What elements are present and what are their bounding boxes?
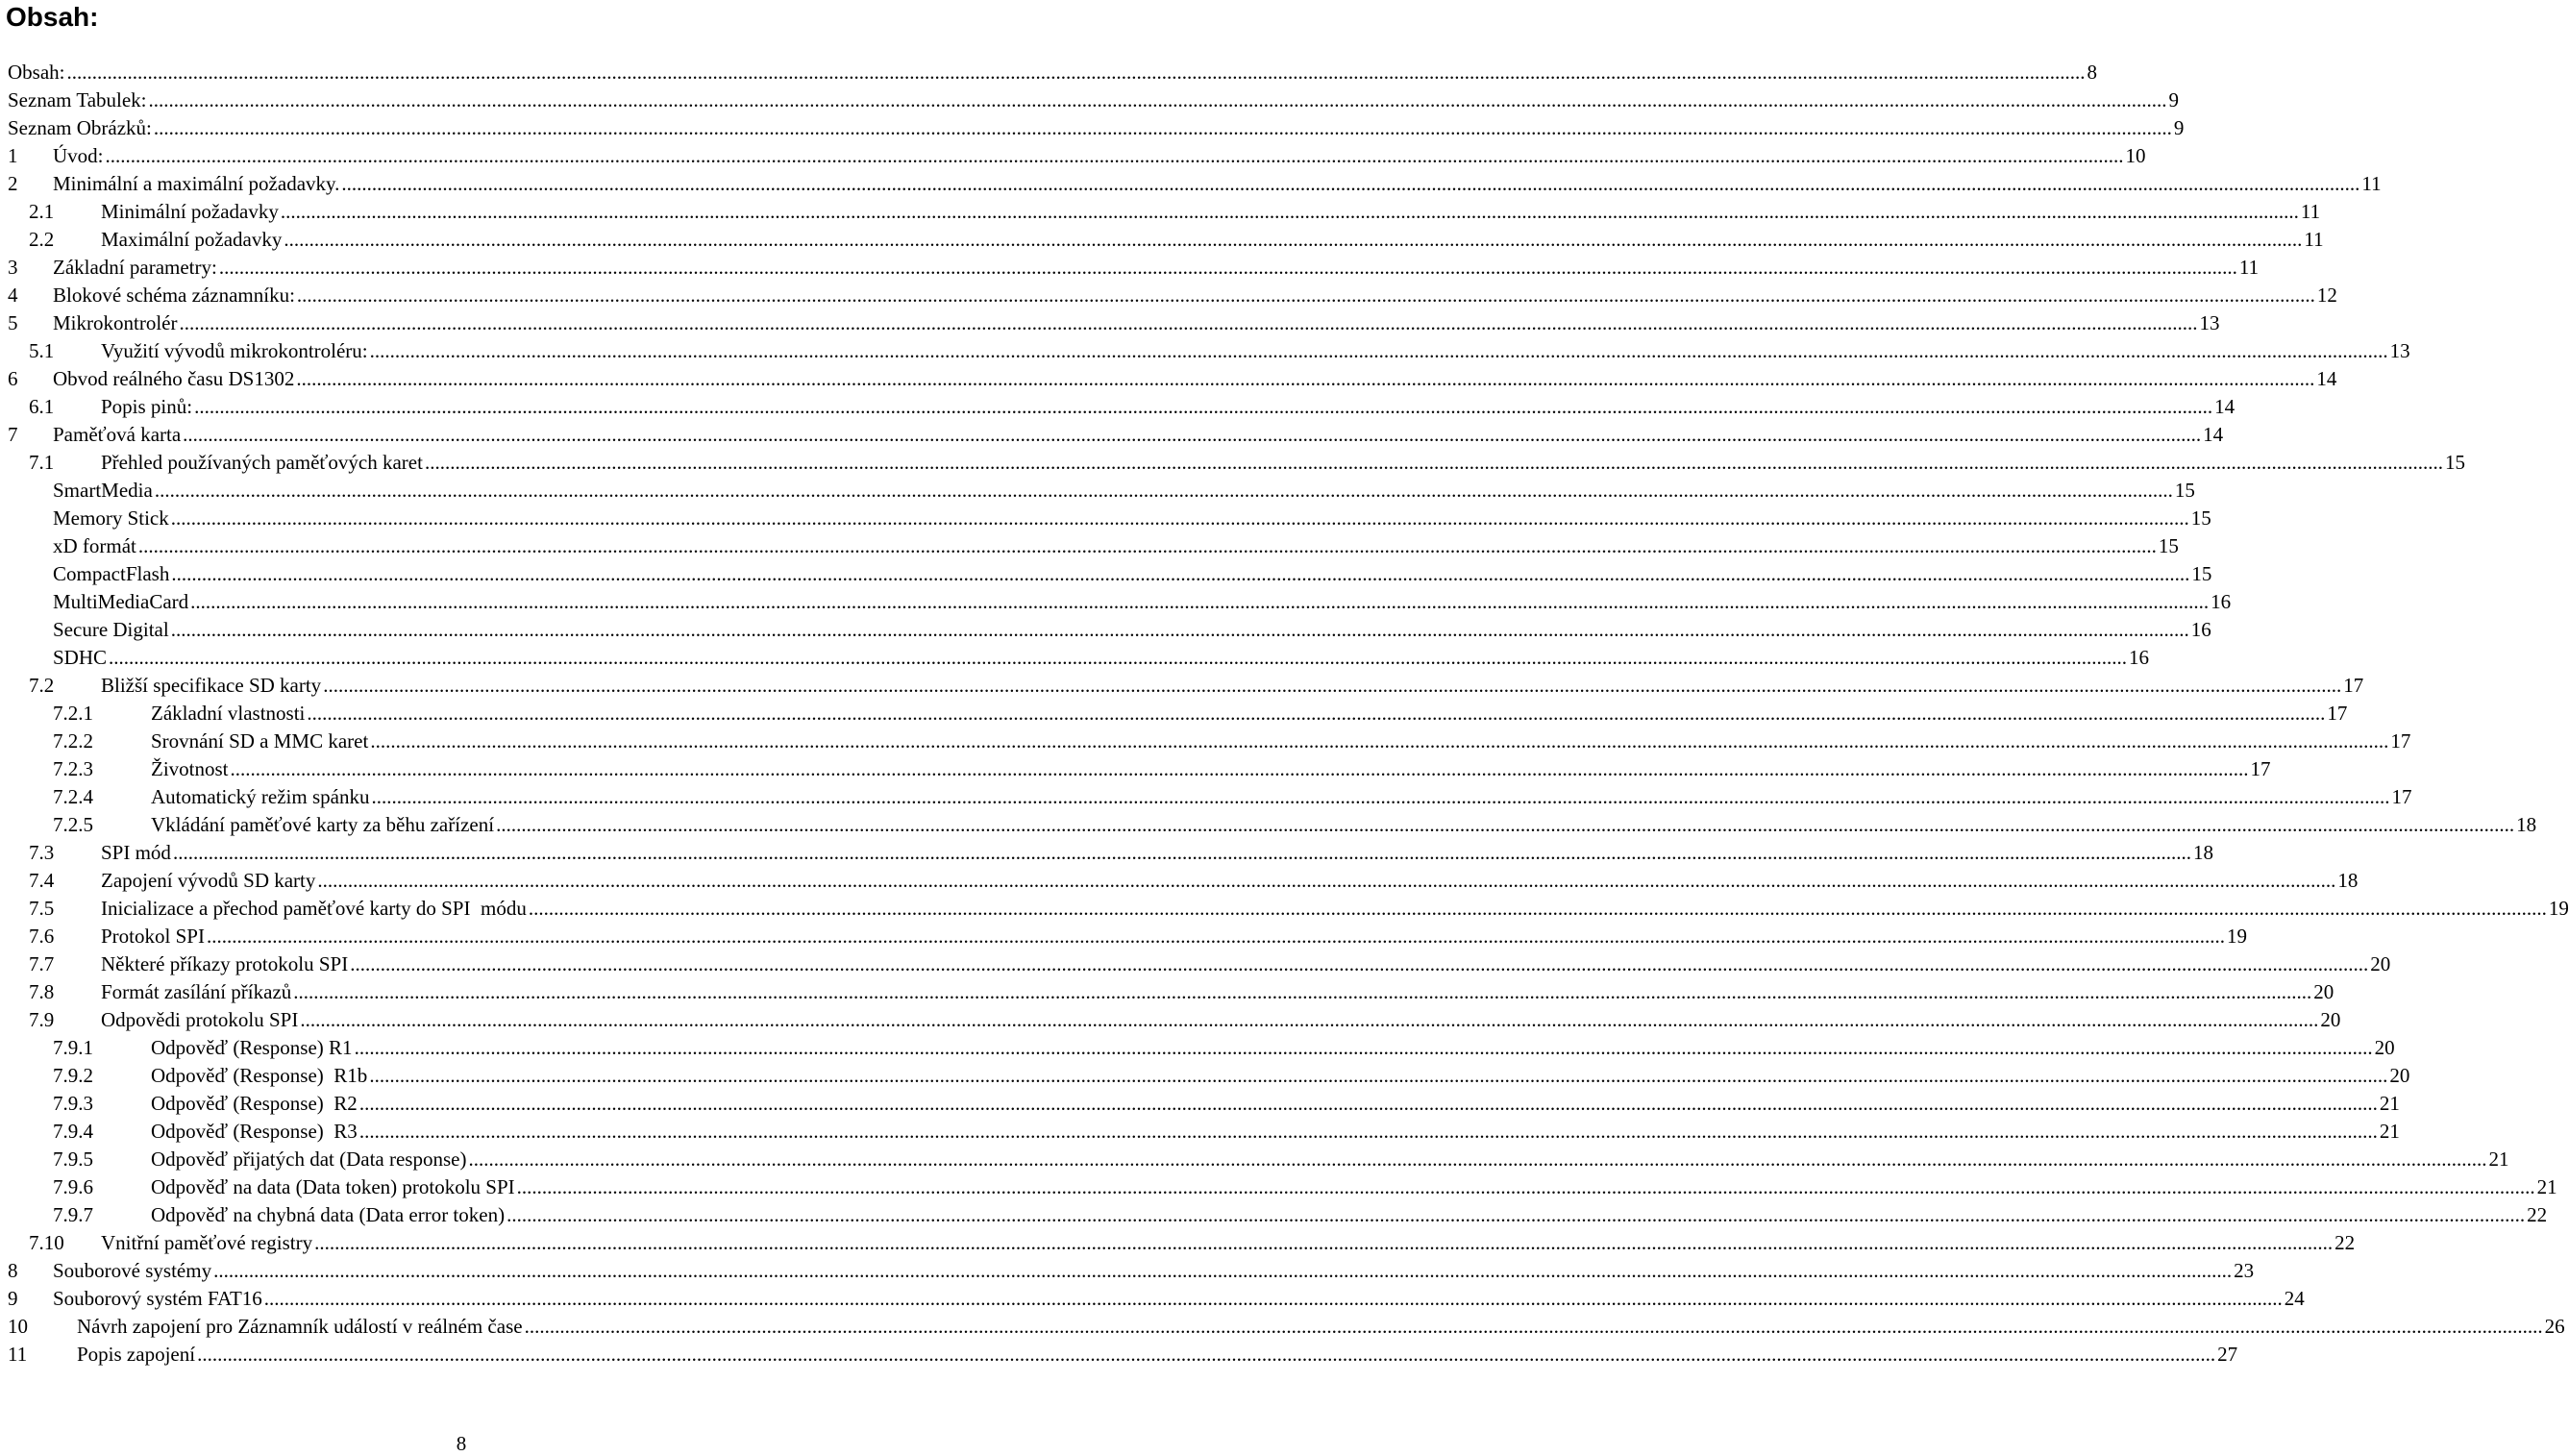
toc-entry[interactable]: [53, 725, 2411, 753]
toc-entry-title: Obsah:: [8, 61, 65, 84]
toc-entry-number: 7.4: [29, 869, 55, 892]
toc-entry-page: 21: [2379, 1120, 2400, 1143]
toc-entry-number: 7.2.3: [53, 757, 93, 780]
toc-entry-title: Odpověď přijatých dat (Data response): [151, 1148, 467, 1171]
toc-entry-page: 17: [2343, 674, 2364, 697]
toc-entry-page: 13: [2199, 311, 2220, 334]
toc-entry-title: Memory Stick: [53, 506, 169, 530]
toc-dot-leader: ................................................................................................................................................................................................................................................................................................................................................................................................................: [296, 367, 2315, 390]
toc-entry-title: Bližší specifikace SD karty: [101, 674, 322, 697]
toc-entry-page: 13: [2389, 339, 2410, 362]
toc-entry-title: Popis pinů:: [101, 395, 193, 418]
toc-entry-page: 20: [2313, 980, 2334, 1003]
toc-entry-number: 9: [8, 1287, 18, 1310]
toc-entry[interactable]: [29, 446, 2465, 474]
toc-entry-number: 2: [8, 172, 18, 195]
toc-dot-leader: ................................................................................................................................................................................................................................................................................................................................................................................................................: [323, 674, 2342, 697]
toc-entry-number: 7.5: [29, 897, 55, 920]
toc-entry[interactable]: [29, 892, 2569, 920]
toc-entry[interactable]: [8, 1338, 2238, 1366]
toc-dot-leader: ................................................................................................................................................................................................................................................................................................................................................................................................................: [284, 228, 2303, 251]
toc-dot-leader: ................................................................................................................................................................................................................................................................................................................................................................................................................: [148, 88, 2167, 111]
toc-entry[interactable]: [29, 864, 2359, 892]
toc-entry[interactable]: [53, 808, 2537, 836]
toc-entry-page: 20: [2389, 1064, 2410, 1087]
toc-entry-title: Odpovědi protokolu SPI: [101, 1008, 299, 1031]
toc-entry-page: 15: [2444, 451, 2465, 474]
toc-entry[interactable]: [53, 1087, 2400, 1115]
toc-dot-leader: ................................................................................................................................................................................................................................................................................................................................................................................................................: [524, 1315, 2543, 1338]
toc-entry-page: 20: [2374, 1036, 2395, 1059]
toc-entry[interactable]: [8, 1310, 2565, 1338]
toc-entry-number: 7.9.6: [53, 1175, 93, 1198]
toc-entry-title: Odpověď (Response) R1: [151, 1036, 353, 1059]
toc-entry-number: 7.2.4: [53, 785, 93, 808]
toc-entry-number: 7.2: [29, 674, 55, 697]
toc-entry[interactable]: [8, 84, 2180, 111]
toc-dot-leader: ................................................................................................................................................................................................................................................................................................................................................................................................................: [109, 646, 2128, 669]
toc-entry[interactable]: [53, 1198, 2548, 1226]
toc-entry-page: 11: [2361, 172, 2382, 195]
toc-dot-leader: ................................................................................................................................................................................................................................................................................................................................................................................................................: [369, 1064, 2388, 1087]
toc-entry-page: 17: [2390, 729, 2411, 753]
toc-dot-leader: ................................................................................................................................................................................................................................................................................................................................................................................................................: [496, 813, 2515, 836]
toc-entry-page: 15: [2191, 562, 2212, 585]
toc-entry-page: 17: [2391, 785, 2412, 808]
toc-entry[interactable]: [29, 669, 2364, 697]
toc-entry-title: Maximální požadavky: [101, 228, 283, 251]
toc-dot-leader: ................................................................................................................................................................................................................................................................................................................................................................................................................: [105, 144, 2124, 167]
toc-entry-title: Některé příkazy protokolu SPI: [101, 952, 349, 975]
toc-entry-page: 9: [2168, 88, 2180, 111]
toc-entry-title: Paměťová karta: [53, 423, 182, 446]
toc-entry-page: 22: [2527, 1203, 2548, 1226]
toc-entry-title: Souborový systém FAT16: [53, 1287, 262, 1310]
toc-entry-page: 17: [2250, 757, 2271, 780]
toc-dot-leader: ................................................................................................................................................................................................................................................................................................................................................................................................................: [171, 562, 2190, 585]
toc-entry-number: 8: [8, 1259, 18, 1282]
toc-dot-leader: ................................................................................................................................................................................................................................................................................................................................................................................................................: [300, 1008, 2319, 1031]
toc-entry[interactable]: [8, 111, 2185, 139]
toc-dot-leader: ................................................................................................................................................................................................................................................................................................................................................................................................................: [280, 200, 2299, 223]
toc-entry[interactable]: [53, 474, 2195, 502]
toc-entry[interactable]: [29, 948, 2391, 975]
toc-dot-leader: ................................................................................................................................................................................................................................................................................................................................................................................................................: [370, 729, 2389, 753]
toc-entry[interactable]: [53, 641, 2150, 669]
toc-entry-title: Základní parametry:: [53, 256, 217, 279]
toc-entry-number: 1: [8, 144, 18, 167]
toc-entry-title: Souborové systémy: [53, 1259, 212, 1282]
toc-entry-number: 7.2.2: [53, 729, 93, 753]
toc-entry-number: 3: [8, 256, 18, 279]
toc-entry-page: 20: [2370, 952, 2391, 975]
toc-entry[interactable]: [53, 1059, 2410, 1087]
toc-entry-page: 21: [2536, 1175, 2557, 1198]
toc-entry-title: Využití vývodů mikrokontroléru:: [101, 339, 368, 362]
toc-dot-leader: ................................................................................................................................................................................................................................................................................................................................................................................................................: [354, 1036, 2373, 1059]
toc-dot-leader: ................................................................................................................................................................................................................................................................................................................................................................................................................: [314, 1231, 2334, 1254]
toc-entry[interactable]: [53, 753, 2271, 780]
toc-dot-leader: ................................................................................................................................................................................................................................................................................................................................................................................................................: [506, 1203, 2526, 1226]
toc-entry-title: Odpověď na data (Data token) protokolu SPI: [151, 1175, 515, 1198]
toc-entry-title: Životnost: [151, 757, 229, 780]
toc-entry-title: Návrh zapojení pro Záznamník událostí v reálném čase: [77, 1315, 523, 1338]
toc-entry-page: 21: [2488, 1148, 2509, 1171]
toc-entry-number: 7.2.1: [53, 702, 93, 725]
toc-entry-title: Odpověď (Response) R3: [151, 1120, 358, 1143]
toc-entry-page: 19: [2226, 925, 2247, 948]
toc-entry-page: 18: [2337, 869, 2359, 892]
toc-dot-leader: ................................................................................................................................................................................................................................................................................................................................................................................................................: [66, 61, 2086, 84]
toc-entry-number: 7.9.5: [53, 1148, 93, 1171]
toc-entry-page: 16: [2211, 590, 2232, 613]
toc-entry[interactable]: [8, 1254, 2255, 1282]
toc-entry-page: 8: [2087, 61, 2097, 84]
toc-entry[interactable]: [29, 195, 2321, 223]
toc-entry-title: Srovnání SD a MMC karet: [151, 729, 369, 753]
toc-entry-page: 15: [2158, 534, 2179, 557]
toc-dot-leader: ................................................................................................................................................................................................................................................................................................................................................................................................................: [137, 534, 2157, 557]
toc-entry-title: xD formát: [53, 534, 136, 557]
toc-entry[interactable]: [8, 279, 2337, 307]
toc-entry-number: 7.9.3: [53, 1092, 93, 1115]
toc-entry[interactable]: [53, 585, 2232, 613]
toc-entry-number: 7.6: [29, 925, 55, 948]
toc-entry[interactable]: [29, 390, 2236, 418]
toc-entry-title: CompactFlash: [53, 562, 170, 585]
toc-entry[interactable]: [53, 502, 2211, 530]
toc-dot-leader: ................................................................................................................................................................................................................................................................................................................................................................................................................: [153, 116, 2172, 139]
toc-dot-leader: ................................................................................................................................................................................................................................................................................................................................................................................................................: [516, 1175, 2535, 1198]
toc-entry-number: 7.3: [29, 841, 55, 864]
toc-entry-number: 2.2: [29, 228, 55, 251]
toc-dot-leader: ................................................................................................................................................................................................................................................................................................................................................................................................................: [194, 395, 2213, 418]
toc-entry-number: 7.8: [29, 980, 55, 1003]
toc-entry[interactable]: [8, 1282, 2305, 1310]
toc-dot-leader: ................................................................................................................................................................................................................................................................................................................................................................................................................: [172, 841, 2191, 864]
toc-dot-leader: ................................................................................................................................................................................................................................................................................................................................................................................................................: [183, 423, 2202, 446]
toc-entry-number: 7.9.4: [53, 1120, 93, 1143]
toc-entry-page: 27: [2217, 1343, 2238, 1366]
toc-entry[interactable]: [53, 1143, 2509, 1171]
toc-dot-leader: ................................................................................................................................................................................................................................................................................................................................................................................................................: [197, 1343, 2216, 1366]
toc-entry-title: Popis zapojení: [77, 1343, 196, 1366]
toc-entry[interactable]: [53, 1171, 2557, 1198]
toc-entry[interactable]: [8, 418, 2224, 446]
toc-entry[interactable]: [53, 557, 2212, 585]
toc-entry-page: 19: [2548, 897, 2569, 920]
toc-entry[interactable]: [53, 530, 2179, 557]
toc-entry-title: Protokol SPI: [101, 925, 205, 948]
toc-entry-number: 7.9: [29, 1008, 55, 1031]
toc-entry-title: Inicializace a přechod paměťové karty do SPI módu: [101, 897, 527, 920]
toc-entry-title: Odpověď (Response) R1b: [151, 1064, 368, 1087]
toc-entry-page: 14: [2214, 395, 2236, 418]
toc-entry-title: MultiMediaCard: [53, 590, 189, 613]
toc-entry-title: Vnitřní paměťové registry: [101, 1231, 313, 1254]
toc-dot-leader: ................................................................................................................................................................................................................................................................................................................................................................................................................: [154, 479, 2173, 502]
toc-entry-title: Blokové schéma záznamníku:: [53, 284, 295, 307]
toc-entry[interactable]: [29, 920, 2247, 948]
toc-dot-leader: ................................................................................................................................................................................................................................................................................................................................................................................................................: [179, 311, 2198, 334]
toc-dot-leader: ................................................................................................................................................................................................................................................................................................................................................................................................................: [213, 1259, 2233, 1282]
toc-entry-number: 6.1: [29, 395, 55, 418]
toc-entry-title: Přehled používaných paměťových karet: [101, 451, 423, 474]
toc-entry-number: 7.9.1: [53, 1036, 93, 1059]
toc-entry-page: 26: [2544, 1315, 2565, 1338]
toc-entry-page: 9: [2173, 116, 2185, 139]
toc-entry-number: 7.2.5: [53, 813, 93, 836]
toc-entry-page: 18: [2516, 813, 2537, 836]
toc-entry-title: SDHC: [53, 646, 108, 669]
toc-entry-number: 4: [8, 284, 18, 307]
toc-entry-title: Odpověď (Response) R2: [151, 1092, 358, 1115]
toc-dot-leader: ................................................................................................................................................................................................................................................................................................................................................................................................................: [528, 897, 2547, 920]
toc-entry-title: Formát zasílání příkazů: [101, 980, 292, 1003]
toc-dot-leader: ................................................................................................................................................................................................................................................................................................................................................................................................................: [350, 952, 2369, 975]
toc-entry[interactable]: [29, 1226, 2356, 1254]
toc-entry-page: 21: [2379, 1092, 2400, 1115]
toc-entry[interactable]: [53, 780, 2412, 808]
toc-dot-leader: ................................................................................................................................................................................................................................................................................................................................................................................................................: [218, 256, 2237, 279]
toc-entry[interactable]: [8, 56, 2097, 84]
page-title: Obsah:: [6, 2, 99, 32]
toc-entry-page: 12: [2316, 284, 2337, 307]
toc-dot-leader: ................................................................................................................................................................................................................................................................................................................................................................................................................: [296, 284, 2315, 307]
toc-entry-number: 7: [8, 423, 18, 446]
toc-entry-page: 15: [2174, 479, 2195, 502]
toc-entry[interactable]: [8, 251, 2260, 279]
toc-entry-title: Secure Digital: [53, 618, 169, 641]
toc-dot-leader: ................................................................................................................................................................................................................................................................................................................................................................................................................: [371, 785, 2390, 808]
toc-entry[interactable]: [29, 223, 2324, 251]
toc-entry-title: Základní vlastnosti: [151, 702, 306, 725]
toc-entry-title: SmartMedia: [53, 479, 153, 502]
toc-entry-number: 2.1: [29, 200, 55, 223]
toc-entry-number: 11: [8, 1343, 28, 1366]
toc-entry[interactable]: [29, 334, 2410, 362]
toc-entry-page: 17: [2327, 702, 2348, 725]
toc-entry[interactable]: [29, 1003, 2341, 1031]
toc-entry[interactable]: [29, 975, 2334, 1003]
toc-dot-leader: ................................................................................................................................................................................................................................................................................................................................................................................................................: [293, 980, 2312, 1003]
toc-entry-page: 15: [2190, 506, 2211, 530]
toc-entry-number: 7.7: [29, 952, 55, 975]
toc-entry-page: 16: [2129, 646, 2150, 669]
toc-entry-title: Mikrokontrolér: [53, 311, 178, 334]
toc-dot-leader: ................................................................................................................................................................................................................................................................................................................................................................................................................: [317, 869, 2336, 892]
toc-entry-number: 7.9.2: [53, 1064, 93, 1087]
toc-entry-page: 14: [2203, 423, 2224, 446]
toc-entry-page: 23: [2234, 1259, 2255, 1282]
toc-entry-page: 20: [2320, 1008, 2341, 1031]
toc-entry-page: 11: [2304, 228, 2324, 251]
toc-entry-page: 10: [2125, 144, 2146, 167]
toc-entry[interactable]: [53, 697, 2348, 725]
toc-dot-leader: ................................................................................................................................................................................................................................................................................................................................................................................................................: [424, 451, 2443, 474]
toc-entry-page: 14: [2316, 367, 2337, 390]
toc-dot-leader: ................................................................................................................................................................................................................................................................................................................................................................................................................: [307, 702, 2326, 725]
toc-entry[interactable]: [8, 167, 2382, 195]
toc-entry-number: 7.1: [29, 451, 55, 474]
toc-dot-leader: ................................................................................................................................................................................................................................................................................................................................................................................................................: [206, 925, 2225, 948]
toc-entry-title: Vkládání paměťové karty za běhu zařízení: [151, 813, 495, 836]
toc-entry-title: Minimální a maximální požadavky.: [53, 172, 340, 195]
toc-entry-page: 18: [2192, 841, 2213, 864]
toc-entry[interactable]: [53, 1115, 2400, 1143]
toc-entry-title: Minimální požadavky: [101, 200, 279, 223]
toc-entry[interactable]: [29, 836, 2213, 864]
toc-entry-page: 16: [2190, 618, 2211, 641]
toc-entry-title: Automatický režim spánku: [151, 785, 370, 808]
toc-entry[interactable]: [8, 139, 2146, 167]
toc-entry-number: 10: [8, 1315, 28, 1338]
toc-entry[interactable]: [8, 307, 2220, 334]
toc-dot-leader: ................................................................................................................................................................................................................................................................................................................................................................................................................: [230, 757, 2249, 780]
toc-dot-leader: ................................................................................................................................................................................................................................................................................................................................................................................................................: [190, 590, 2210, 613]
toc-dot-leader: ................................................................................................................................................................................................................................................................................................................................................................................................................: [358, 1120, 2378, 1143]
toc-entry[interactable]: [53, 613, 2211, 641]
toc-dot-leader: ................................................................................................................................................................................................................................................................................................................................................................................................................: [468, 1148, 2487, 1171]
toc-entry-title: Zapojení vývodů SD karty: [101, 869, 316, 892]
toc-entry-number: 5: [8, 311, 18, 334]
toc-entry-title: Seznam Tabulek:: [8, 88, 147, 111]
toc-entry-number: 7.10: [29, 1231, 64, 1254]
toc-entry-page: 11: [2238, 256, 2260, 279]
toc-entry-title: Odpověď na chybná data (Data error token): [151, 1203, 506, 1226]
toc-entry-number: 7.9.7: [53, 1203, 93, 1226]
toc-entry-title: Obvod reálného času DS1302: [53, 367, 295, 390]
toc-entry-title: Seznam Obrázků:: [8, 116, 152, 139]
toc-entry-page: 24: [2284, 1287, 2305, 1310]
toc-dot-leader: ................................................................................................................................................................................................................................................................................................................................................................................................................: [341, 172, 2360, 195]
page-number: 8: [456, 1432, 467, 1455]
toc-dot-leader: ................................................................................................................................................................................................................................................................................................................................................................................................................: [369, 339, 2388, 362]
toc-dot-leader: ................................................................................................................................................................................................................................................................................................................................................................................................................: [358, 1092, 2378, 1115]
toc-dot-leader: ................................................................................................................................................................................................................................................................................................................................................................................................................: [170, 506, 2189, 530]
toc-entry-number: 5.1: [29, 339, 55, 362]
toc-entry[interactable]: [8, 362, 2337, 390]
toc-dot-leader: ................................................................................................................................................................................................................................................................................................................................................................................................................: [170, 618, 2189, 641]
toc-entry-page: 11: [2300, 200, 2321, 223]
toc-entry-number: 6: [8, 367, 18, 390]
toc-dot-leader: ................................................................................................................................................................................................................................................................................................................................................................................................................: [263, 1287, 2283, 1310]
toc-entry-title: SPI mód: [101, 841, 171, 864]
toc-entry[interactable]: [53, 1031, 2395, 1059]
toc-entry-title: Úvod:: [53, 144, 104, 167]
toc-entry-page: 22: [2334, 1231, 2356, 1254]
